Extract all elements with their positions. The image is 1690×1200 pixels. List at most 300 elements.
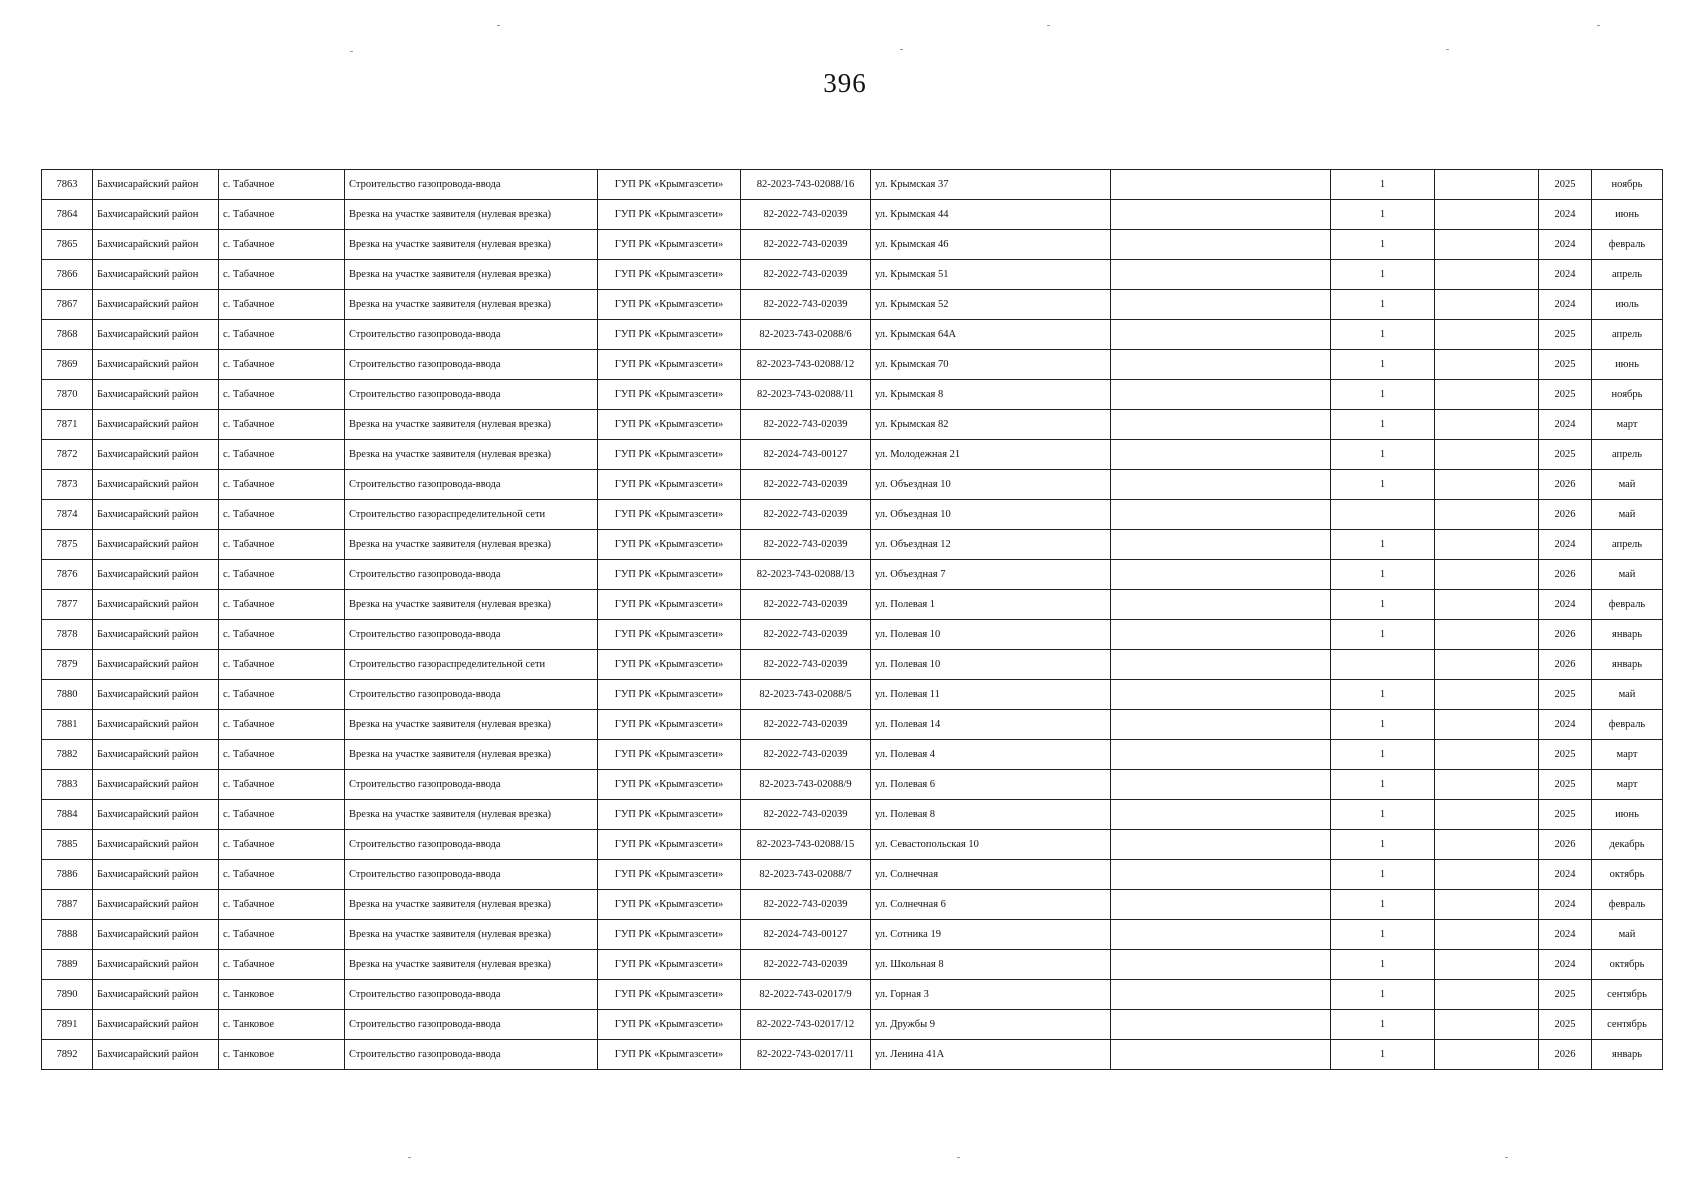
document-number-cell: 82-2022-743-02039 <box>741 740 871 770</box>
table-row <box>42 650 1663 680</box>
quantity-cell: 1 <box>1331 410 1435 440</box>
village-cell: с. Табачное <box>219 710 345 740</box>
quantity-cell: 1 <box>1331 470 1435 500</box>
organization-cell: ГУП РК «Крымгазсети» <box>598 380 741 410</box>
organization-cell: ГУП РК «Крымгазсети» <box>598 980 741 1010</box>
village-cell: с. Табачное <box>219 440 345 470</box>
month-cell: декабрь <box>1592 830 1663 860</box>
year-cell: 2024 <box>1539 410 1592 440</box>
blank-cell <box>1435 1010 1539 1040</box>
month-cell: февраль <box>1592 230 1663 260</box>
year-cell: 2024 <box>1539 230 1592 260</box>
village-cell: с. Табачное <box>219 470 345 500</box>
village-cell: с. Танковое <box>219 1010 345 1040</box>
village-cell: с. Танковое <box>219 980 345 1010</box>
work-type-cell: Врезка на участке заявителя (нулевая врезка) <box>345 440 598 470</box>
table-row <box>42 560 1663 590</box>
blank-cell <box>1435 770 1539 800</box>
year-cell: 2025 <box>1539 380 1592 410</box>
month-cell: апрель <box>1592 320 1663 350</box>
table-row <box>42 230 1663 260</box>
scan-speck <box>1597 25 1600 26</box>
work-type-cell: Строительство газопровода-ввода <box>345 470 598 500</box>
blank-cell <box>1435 710 1539 740</box>
district-cell: Бахчисарайский район <box>93 740 219 770</box>
table-row <box>42 410 1663 440</box>
organization-cell: ГУП РК «Крымгазсети» <box>598 620 741 650</box>
quantity-cell <box>1331 500 1435 530</box>
extra-cell <box>1111 320 1331 350</box>
year-cell: 2024 <box>1539 710 1592 740</box>
table-row <box>42 380 1663 410</box>
month-cell: апрель <box>1592 440 1663 470</box>
month-cell: ноябрь <box>1592 170 1663 200</box>
work-type-cell: Врезка на участке заявителя (нулевая врезка) <box>345 530 598 560</box>
district-cell: Бахчисарайский район <box>93 1010 219 1040</box>
year-cell: 2025 <box>1539 740 1592 770</box>
address-cell: ул. Крымская 82 <box>871 410 1111 440</box>
village-cell: с. Табачное <box>219 290 345 320</box>
table-row <box>42 590 1663 620</box>
row-number: 7888 <box>42 920 93 950</box>
scan-speck <box>408 1157 411 1158</box>
address-cell: ул. Крымская 8 <box>871 380 1111 410</box>
document-number-cell: 82-2022-743-02039 <box>741 530 871 560</box>
extra-cell <box>1111 830 1331 860</box>
scan-speck <box>350 51 353 52</box>
village-cell: с. Табачное <box>219 620 345 650</box>
village-cell: с. Табачное <box>219 950 345 980</box>
year-cell: 2025 <box>1539 800 1592 830</box>
work-type-cell: Строительство газораспределительной сети <box>345 650 598 680</box>
document-number-cell: 82-2022-743-02039 <box>741 200 871 230</box>
row-number: 7885 <box>42 830 93 860</box>
month-cell: март <box>1592 740 1663 770</box>
address-cell: ул. Школьная 8 <box>871 950 1111 980</box>
address-cell: ул. Солнечная 6 <box>871 890 1111 920</box>
blank-cell <box>1435 740 1539 770</box>
quantity-cell: 1 <box>1331 620 1435 650</box>
quantity-cell: 1 <box>1331 830 1435 860</box>
row-number: 7867 <box>42 290 93 320</box>
quantity-cell: 1 <box>1331 200 1435 230</box>
district-cell: Бахчисарайский район <box>93 890 219 920</box>
blank-cell <box>1435 860 1539 890</box>
row-number: 7874 <box>42 500 93 530</box>
organization-cell: ГУП РК «Крымгазсети» <box>598 800 741 830</box>
scan-speck <box>1505 1157 1508 1158</box>
village-cell: с. Табачное <box>219 680 345 710</box>
work-type-cell: Строительство газопровода-ввода <box>345 350 598 380</box>
organization-cell: ГУП РК «Крымгазсети» <box>598 920 741 950</box>
document-number-cell: 82-2022-743-02017/9 <box>741 980 871 1010</box>
address-cell: ул. Полевая 10 <box>871 650 1111 680</box>
address-cell: ул. Крымская 70 <box>871 350 1111 380</box>
district-cell: Бахчисарайский район <box>93 1040 219 1070</box>
year-cell: 2025 <box>1539 1010 1592 1040</box>
work-type-cell: Строительство газопровода-ввода <box>345 1040 598 1070</box>
quantity-cell: 1 <box>1331 920 1435 950</box>
gasification-registry-table <box>41 169 1663 1070</box>
village-cell: с. Табачное <box>219 530 345 560</box>
scan-speck <box>1446 49 1449 50</box>
extra-cell <box>1111 1010 1331 1040</box>
blank-cell <box>1435 170 1539 200</box>
blank-cell <box>1435 980 1539 1010</box>
work-type-cell: Врезка на участке заявителя (нулевая врезка) <box>345 800 598 830</box>
table-row <box>42 500 1663 530</box>
table-row <box>42 320 1663 350</box>
address-cell: ул. Объездная 7 <box>871 560 1111 590</box>
village-cell: с. Табачное <box>219 830 345 860</box>
extra-cell <box>1111 500 1331 530</box>
village-cell: с. Табачное <box>219 230 345 260</box>
row-number: 7881 <box>42 710 93 740</box>
document-number-cell: 82-2022-743-02039 <box>741 410 871 440</box>
month-cell: март <box>1592 410 1663 440</box>
document-number-cell: 82-2022-743-02039 <box>741 800 871 830</box>
table-row <box>42 980 1663 1010</box>
address-cell: ул. Крымская 64А <box>871 320 1111 350</box>
table-row <box>42 170 1663 200</box>
village-cell: с. Табачное <box>219 860 345 890</box>
document-number-cell: 82-2023-743-02088/6 <box>741 320 871 350</box>
extra-cell <box>1111 920 1331 950</box>
district-cell: Бахчисарайский район <box>93 530 219 560</box>
year-cell: 2024 <box>1539 950 1592 980</box>
district-cell: Бахчисарайский район <box>93 980 219 1010</box>
address-cell: ул. Полевая 4 <box>871 740 1111 770</box>
month-cell: январь <box>1592 1040 1663 1070</box>
work-type-cell: Строительство газопровода-ввода <box>345 170 598 200</box>
quantity-cell: 1 <box>1331 890 1435 920</box>
year-cell: 2024 <box>1539 530 1592 560</box>
row-number: 7891 <box>42 1010 93 1040</box>
organization-cell: ГУП РК «Крымгазсети» <box>598 740 741 770</box>
document-number-cell: 82-2022-743-02039 <box>741 470 871 500</box>
document-number-cell: 82-2022-743-02039 <box>741 500 871 530</box>
blank-cell <box>1435 410 1539 440</box>
village-cell: с. Танковое <box>219 1040 345 1070</box>
table-row <box>42 1040 1663 1070</box>
table-row <box>42 470 1663 500</box>
year-cell: 2025 <box>1539 320 1592 350</box>
extra-cell <box>1111 800 1331 830</box>
month-cell: апрель <box>1592 260 1663 290</box>
organization-cell: ГУП РК «Крымгазсети» <box>598 170 741 200</box>
month-cell: февраль <box>1592 710 1663 740</box>
village-cell: с. Табачное <box>219 380 345 410</box>
organization-cell: ГУП РК «Крымгазсети» <box>598 470 741 500</box>
village-cell: с. Табачное <box>219 170 345 200</box>
organization-cell: ГУП РК «Крымгазсети» <box>598 530 741 560</box>
village-cell: с. Табачное <box>219 740 345 770</box>
row-number: 7892 <box>42 1040 93 1070</box>
month-cell: май <box>1592 560 1663 590</box>
document-number-cell: 82-2023-743-02088/7 <box>741 860 871 890</box>
organization-cell: ГУП РК «Крымгазсети» <box>598 560 741 590</box>
work-type-cell: Врезка на участке заявителя (нулевая врезка) <box>345 410 598 440</box>
village-cell: с. Табачное <box>219 650 345 680</box>
table-row <box>42 860 1663 890</box>
organization-cell: ГУП РК «Крымгазсети» <box>598 770 741 800</box>
quantity-cell: 1 <box>1331 320 1435 350</box>
village-cell: с. Табачное <box>219 260 345 290</box>
blank-cell <box>1435 650 1539 680</box>
table-row <box>42 680 1663 710</box>
document-number-cell: 82-2022-743-02039 <box>741 890 871 920</box>
row-number: 7876 <box>42 560 93 590</box>
quantity-cell: 1 <box>1331 710 1435 740</box>
district-cell: Бахчисарайский район <box>93 560 219 590</box>
year-cell: 2024 <box>1539 290 1592 320</box>
month-cell: октябрь <box>1592 950 1663 980</box>
row-number: 7882 <box>42 740 93 770</box>
work-type-cell: Врезка на участке заявителя (нулевая врезка) <box>345 590 598 620</box>
table-row <box>42 740 1663 770</box>
village-cell: с. Табачное <box>219 500 345 530</box>
district-cell: Бахчисарайский район <box>93 500 219 530</box>
village-cell: с. Табачное <box>219 200 345 230</box>
district-cell: Бахчисарайский район <box>93 680 219 710</box>
blank-cell <box>1435 890 1539 920</box>
year-cell: 2026 <box>1539 560 1592 590</box>
document-number-cell: 82-2022-743-02017/12 <box>741 1010 871 1040</box>
document-number-cell: 82-2023-743-02088/12 <box>741 350 871 380</box>
blank-cell <box>1435 620 1539 650</box>
row-number: 7863 <box>42 170 93 200</box>
organization-cell: ГУП РК «Крымгазсети» <box>598 1040 741 1070</box>
organization-cell: ГУП РК «Крымгазсети» <box>598 650 741 680</box>
table-row <box>42 260 1663 290</box>
year-cell: 2026 <box>1539 650 1592 680</box>
blank-cell <box>1435 1040 1539 1070</box>
extra-cell <box>1111 380 1331 410</box>
document-number-cell: 82-2022-743-02039 <box>741 230 871 260</box>
table-row <box>42 830 1663 860</box>
work-type-cell: Строительство газопровода-ввода <box>345 770 598 800</box>
extra-cell <box>1111 710 1331 740</box>
table-row <box>42 800 1663 830</box>
work-type-cell: Врезка на участке заявителя (нулевая врезка) <box>345 230 598 260</box>
address-cell: ул. Полевая 11 <box>871 680 1111 710</box>
quantity-cell: 1 <box>1331 290 1435 320</box>
year-cell: 2026 <box>1539 830 1592 860</box>
scan-speck <box>1047 25 1050 26</box>
month-cell: март <box>1592 770 1663 800</box>
month-cell: июнь <box>1592 800 1663 830</box>
scan-speck <box>900 49 903 50</box>
row-number: 7883 <box>42 770 93 800</box>
organization-cell: ГУП РК «Крымгазсети» <box>598 350 741 380</box>
quantity-cell: 1 <box>1331 1010 1435 1040</box>
month-cell: январь <box>1592 650 1663 680</box>
district-cell: Бахчисарайский район <box>93 800 219 830</box>
page-number: 396 <box>823 68 867 98</box>
table-row <box>42 200 1663 230</box>
work-type-cell: Строительство газораспределительной сети <box>345 500 598 530</box>
month-cell: ноябрь <box>1592 380 1663 410</box>
extra-cell <box>1111 290 1331 320</box>
table-row <box>42 890 1663 920</box>
work-type-cell: Строительство газопровода-ввода <box>345 320 598 350</box>
month-cell: июнь <box>1592 200 1663 230</box>
village-cell: с. Табачное <box>219 560 345 590</box>
table-row <box>42 350 1663 380</box>
year-cell: 2025 <box>1539 770 1592 800</box>
address-cell: ул. Полевая 8 <box>871 800 1111 830</box>
district-cell: Бахчисарайский район <box>93 650 219 680</box>
work-type-cell: Врезка на участке заявителя (нулевая врезка) <box>345 710 598 740</box>
work-type-cell: Врезка на участке заявителя (нулевая врезка) <box>345 920 598 950</box>
work-type-cell: Врезка на участке заявителя (нулевая врезка) <box>345 950 598 980</box>
blank-cell <box>1435 530 1539 560</box>
document-number-cell: 82-2022-743-02039 <box>741 620 871 650</box>
village-cell: с. Табачное <box>219 890 345 920</box>
extra-cell <box>1111 200 1331 230</box>
row-number: 7884 <box>42 800 93 830</box>
month-cell: октябрь <box>1592 860 1663 890</box>
address-cell: ул. Полевая 10 <box>871 620 1111 650</box>
row-number: 7868 <box>42 320 93 350</box>
work-type-cell: Врезка на участке заявителя (нулевая врезка) <box>345 200 598 230</box>
row-number: 7879 <box>42 650 93 680</box>
address-cell: ул. Полевая 6 <box>871 770 1111 800</box>
month-cell: сентябрь <box>1592 1010 1663 1040</box>
document-number-cell: 82-2022-743-02039 <box>741 290 871 320</box>
extra-cell <box>1111 350 1331 380</box>
work-type-cell: Строительство газопровода-ввода <box>345 1010 598 1040</box>
year-cell: 2026 <box>1539 620 1592 650</box>
row-number: 7869 <box>42 350 93 380</box>
address-cell: ул. Молодежная 21 <box>871 440 1111 470</box>
district-cell: Бахчисарайский район <box>93 770 219 800</box>
extra-cell <box>1111 950 1331 980</box>
row-number: 7872 <box>42 440 93 470</box>
extra-cell <box>1111 470 1331 500</box>
row-number: 7873 <box>42 470 93 500</box>
quantity-cell: 1 <box>1331 590 1435 620</box>
district-cell: Бахчисарайский район <box>93 590 219 620</box>
quantity-cell: 1 <box>1331 170 1435 200</box>
document-number-cell: 82-2023-743-02088/9 <box>741 770 871 800</box>
row-number: 7866 <box>42 260 93 290</box>
month-cell: май <box>1592 470 1663 500</box>
address-cell: ул. Крымская 44 <box>871 200 1111 230</box>
blank-cell <box>1435 500 1539 530</box>
work-type-cell: Строительство газопровода-ввода <box>345 560 598 590</box>
table-row <box>42 710 1663 740</box>
address-cell: ул. Горная 3 <box>871 980 1111 1010</box>
table-row <box>42 440 1663 470</box>
year-cell: 2025 <box>1539 170 1592 200</box>
blank-cell <box>1435 320 1539 350</box>
quantity-cell: 1 <box>1331 680 1435 710</box>
blank-cell <box>1435 950 1539 980</box>
district-cell: Бахчисарайский район <box>93 470 219 500</box>
quantity-cell: 1 <box>1331 740 1435 770</box>
extra-cell <box>1111 680 1331 710</box>
address-cell: ул. Крымская 51 <box>871 260 1111 290</box>
address-cell: ул. Дружбы 9 <box>871 1010 1111 1040</box>
address-cell: ул. Объездная 12 <box>871 530 1111 560</box>
organization-cell: ГУП РК «Крымгазсети» <box>598 890 741 920</box>
document-number-cell: 82-2023-743-02088/5 <box>741 680 871 710</box>
quantity-cell: 1 <box>1331 380 1435 410</box>
year-cell: 2024 <box>1539 890 1592 920</box>
row-number: 7864 <box>42 200 93 230</box>
blank-cell <box>1435 380 1539 410</box>
quantity-cell <box>1331 650 1435 680</box>
district-cell: Бахчисарайский район <box>93 380 219 410</box>
quantity-cell: 1 <box>1331 800 1435 830</box>
district-cell: Бахчисарайский район <box>93 950 219 980</box>
village-cell: с. Табачное <box>219 920 345 950</box>
district-cell: Бахчисарайский район <box>93 290 219 320</box>
table-body <box>42 170 1663 1070</box>
table-row <box>42 950 1663 980</box>
organization-cell: ГУП РК «Крымгазсети» <box>598 410 741 440</box>
address-cell: ул. Сотника 19 <box>871 920 1111 950</box>
month-cell: февраль <box>1592 890 1663 920</box>
document-number-cell: 82-2022-743-02039 <box>741 260 871 290</box>
row-number: 7870 <box>42 380 93 410</box>
table-row <box>42 620 1663 650</box>
extra-cell <box>1111 740 1331 770</box>
quantity-cell: 1 <box>1331 350 1435 380</box>
row-number: 7871 <box>42 410 93 440</box>
blank-cell <box>1435 230 1539 260</box>
village-cell: с. Табачное <box>219 800 345 830</box>
year-cell: 2025 <box>1539 440 1592 470</box>
work-type-cell: Строительство газопровода-ввода <box>345 680 598 710</box>
month-cell: май <box>1592 920 1663 950</box>
blank-cell <box>1435 920 1539 950</box>
row-number: 7890 <box>42 980 93 1010</box>
quantity-cell: 1 <box>1331 860 1435 890</box>
year-cell: 2025 <box>1539 980 1592 1010</box>
year-cell: 2025 <box>1539 350 1592 380</box>
table-row <box>42 770 1663 800</box>
document-number-cell: 82-2022-743-02039 <box>741 590 871 620</box>
work-type-cell: Строительство газопровода-ввода <box>345 620 598 650</box>
work-type-cell: Врезка на участке заявителя (нулевая врезка) <box>345 740 598 770</box>
extra-cell <box>1111 230 1331 260</box>
work-type-cell: Врезка на участке заявителя (нулевая врезка) <box>345 890 598 920</box>
organization-cell: ГУП РК «Крымгазсети» <box>598 200 741 230</box>
organization-cell: ГУП РК «Крымгазсети» <box>598 590 741 620</box>
month-cell: февраль <box>1592 590 1663 620</box>
extra-cell <box>1111 770 1331 800</box>
document-number-cell: 82-2022-743-02017/11 <box>741 1040 871 1070</box>
row-number: 7875 <box>42 530 93 560</box>
organization-cell: ГУП РК «Крымгазсети» <box>598 320 741 350</box>
quantity-cell: 1 <box>1331 560 1435 590</box>
blank-cell <box>1435 350 1539 380</box>
quantity-cell: 1 <box>1331 440 1435 470</box>
blank-cell <box>1435 470 1539 500</box>
extra-cell <box>1111 890 1331 920</box>
village-cell: с. Табачное <box>219 770 345 800</box>
year-cell: 2026 <box>1539 1040 1592 1070</box>
month-cell: июнь <box>1592 350 1663 380</box>
extra-cell <box>1111 590 1331 620</box>
month-cell: июль <box>1592 290 1663 320</box>
blank-cell <box>1435 290 1539 320</box>
address-cell: ул. Севастопольская 10 <box>871 830 1111 860</box>
quantity-cell: 1 <box>1331 530 1435 560</box>
work-type-cell: Строительство газопровода-ввода <box>345 980 598 1010</box>
